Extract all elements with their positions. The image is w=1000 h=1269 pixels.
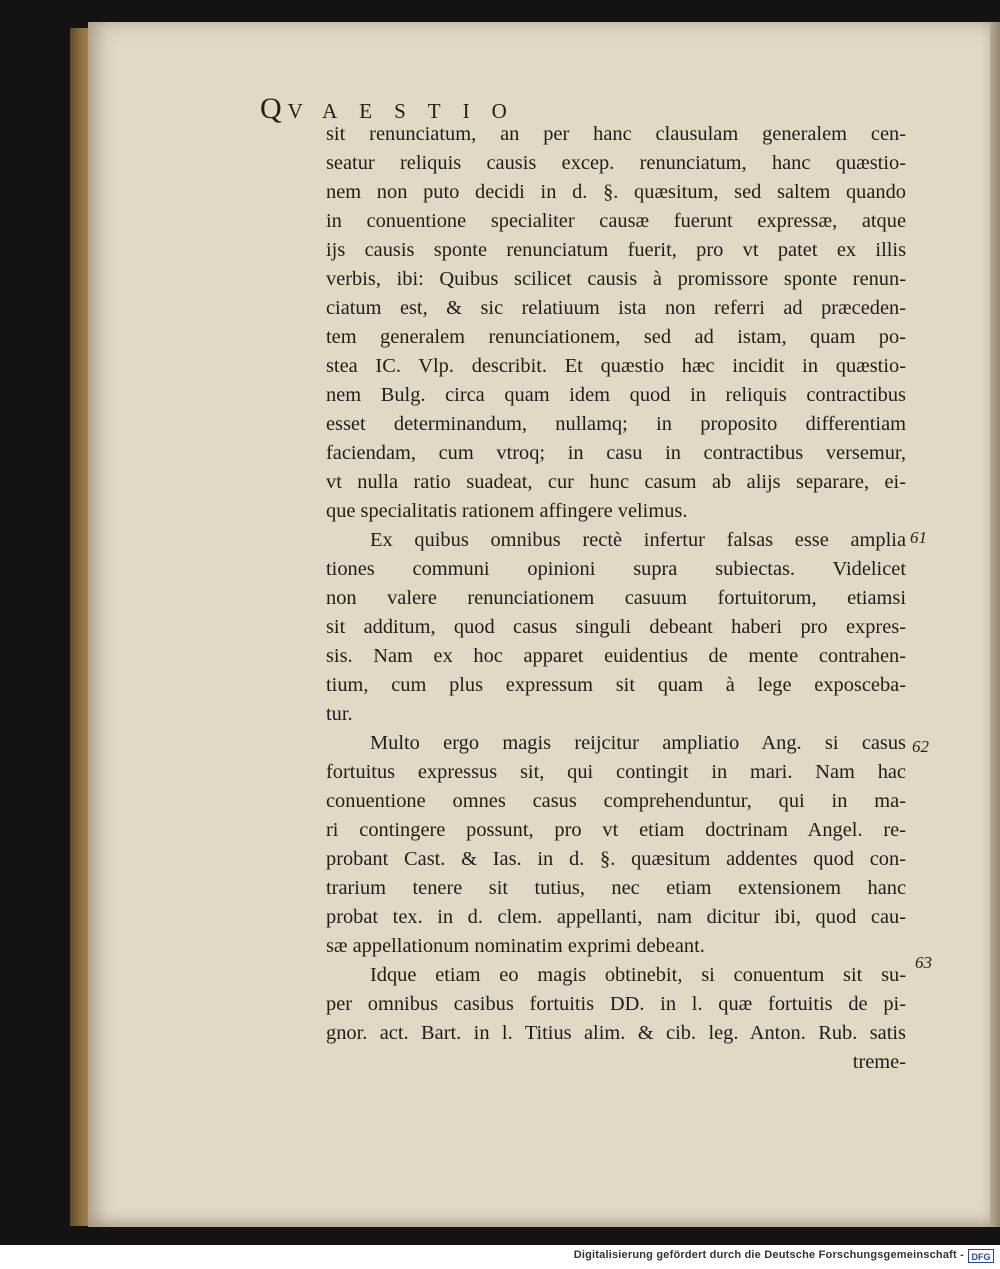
page-edge (990, 22, 1000, 1227)
text-line: nem Bulg. circa quam idem quod in reliquis contractibus (326, 384, 906, 406)
text-line: sis. Nam ex hoc apparet euidentius de mente contrahen- (326, 645, 906, 667)
footer-credit: Digitalisierung gefördert durch die Deutsche Forschungsgemeinschaft - (573, 1249, 964, 1261)
text-line: sit additum, quod casus singuli debeant haberi pro expres- (326, 616, 906, 638)
text-line: ri contingere possunt, pro vt etiam doctrinam Angel. re- (326, 819, 906, 841)
text-line: tur. (326, 703, 353, 725)
text-line: faciendam, cum vtroq; in casu in contractibus versemur, (326, 442, 906, 464)
text-line: Idque etiam eo magis obtinebit, si conuentum sit su- (370, 964, 906, 986)
header-rest: VAESTIO (287, 99, 529, 123)
margin-number: 61 (910, 528, 927, 547)
text-line: per omnibus casibus fortuitis DD. in l. quæ fortuitis de pi- (326, 993, 906, 1015)
text-line: trarium tenere sit tutius, nec etiam extensionem hanc (326, 877, 906, 899)
text-line: Ex quibus omnibus rectè infertur falsas esse amplia (370, 529, 906, 551)
text-line: vt nulla ratio suadeat, cur hunc casum ab alijs separare, ei- (326, 471, 906, 493)
text-line: esset determinandum, nullamq; in proposito differentiam (326, 413, 906, 435)
text-line: tem generalem renunciationem, sed ad istam, quam po- (326, 326, 906, 348)
footer-bar (0, 1245, 1000, 1269)
text-line: gnor. act. Bart. in l. Titius alim. & cib. leg. Anton. Rub. satis (326, 1022, 906, 1044)
text-line: sæ appellationum nominatim exprimi debeant. (326, 935, 705, 957)
text-line: ciatum est, & sic relatiuum ista non referri ad præceden- (326, 297, 906, 319)
text-line: ijs causis sponte renunciatum fuerit, pro vt patet ex illis (326, 239, 906, 261)
catchword: treme- (852, 1051, 906, 1073)
text-line: Multo ergo magis reijcitur ampliatio Ang. si casus (370, 732, 906, 754)
margin-number: 62 (912, 737, 929, 756)
text-line: nem non puto decidi in d. §. quæsitum, sed saltem quando (326, 181, 906, 203)
margin-number: 63 (915, 953, 932, 972)
text-line: stea IC. Vlp. describit. Et quæstio hæc incidit in quæstio- (326, 355, 906, 377)
text-line: tiones communi opinioni supra subiectas. Videlicet (326, 558, 906, 580)
body-text (326, 120, 906, 1077)
dfg-logo: DFG (968, 1249, 994, 1263)
text-line: in conuentione specialiter causæ fuerunt expressæ, atque (326, 210, 906, 232)
header-initial: Q (260, 92, 288, 125)
text-line: tium, cum plus expressum sit quam à lege exposceba- (326, 674, 906, 696)
text-line: verbis, ibi: Quibus scilicet causis à promissore sponte renun- (326, 268, 906, 290)
text-line: non valere renunciationem casuum fortuitorum, etiamsi (326, 587, 906, 609)
text-line: probant Cast. & Ias. in d. §. quæsitum addentes quod con- (326, 848, 906, 870)
text-line: que specialitatis rationem affingere velimus. (326, 500, 688, 522)
text-line: conuentione omnes casus comprehenduntur, qui in ma- (326, 790, 906, 812)
text-line: fortuitus expressus sit, qui contingit in mari. Nam hac (326, 761, 906, 783)
text-line: sit renunciatum, an per hanc clausulam generalem cen- (326, 123, 906, 145)
text-line: probat tex. in d. clem. appellanti, nam dicitur ibi, quod cau- (326, 906, 906, 928)
text-line: seatur reliquis causis excep. renunciatum, hanc quæstio- (326, 152, 906, 174)
